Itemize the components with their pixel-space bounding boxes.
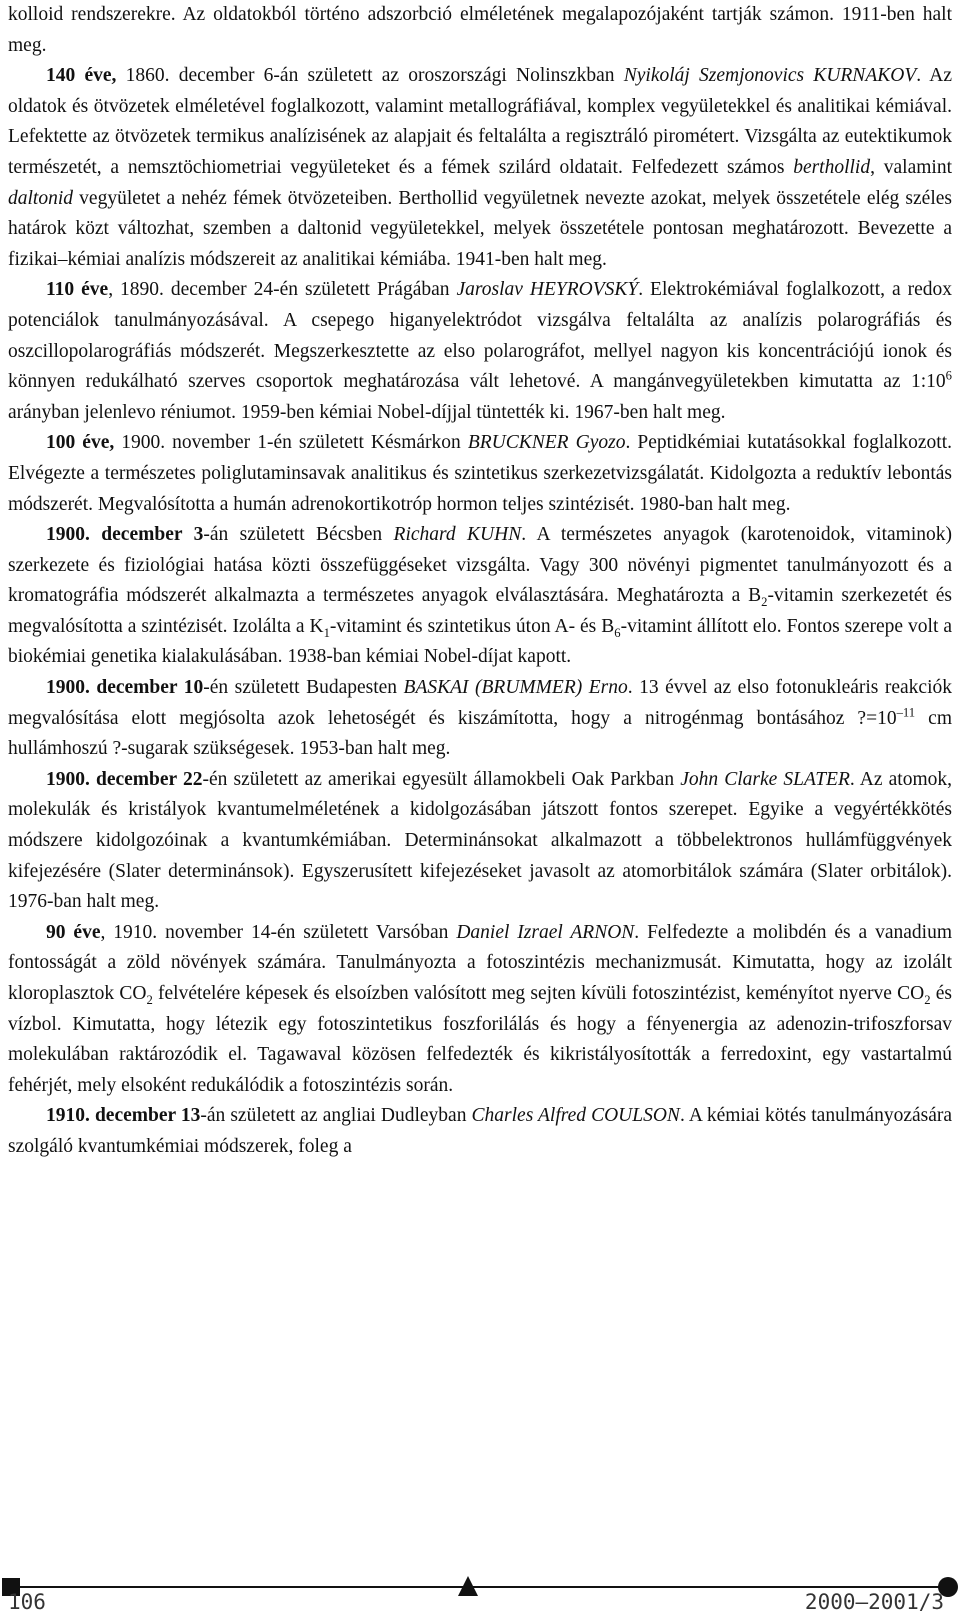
text-run: -vitamint és szintetikus úton A- és B [329, 615, 615, 637]
footer-rule [8, 1586, 950, 1588]
text-run: , 1910. november 14-én született Varsóban [100, 921, 457, 943]
text-run: . A kémiai kötés tanulmányozására szolgáló kvantumkémiai módszerek, foleg a [8, 1105, 953, 1157]
person-name: berthollid [793, 156, 871, 178]
issue-number: 2000–2001/3 [804, 1590, 944, 1614]
date-heading: 1900. december 10 [46, 677, 204, 699]
person-name: Daniel Izrael ARNON [456, 921, 635, 943]
paragraph [8, 520, 952, 673]
paragraph [8, 918, 952, 1102]
person-name: John Clarke SLATER [680, 768, 850, 790]
person-name: Richard KUHN [393, 524, 522, 546]
text-run: -vitamin szerkezetét és megvalósította a szintézisét. Izolálta a K [8, 585, 952, 637]
text-run: 2 [761, 595, 768, 610]
text-run: kolloid rendszerekre. Az oldatokból történo adszorbció elméletének megalapozójaként tartják számon. 1911-ben halt meg. [8, 4, 952, 56]
paragraph [8, 1101, 952, 1162]
text-run: . Az oldatok és ötvözetek elméletével foglalkozott, valamint metallográfiával, komplex vegyületekkel és analitikai kémiával. Lefektette az ötvözetek termikus analízisének az alapjait és feltalálta a regisztráló pirométert. Vizsgálta az eutektikumok természetét, a nemsztöchiometriai vegyületeket és a fémek szilárd oldatait. Felfedezett számos [8, 65, 952, 178]
text-run: , 1890. december 24-én született Prágában [108, 279, 457, 301]
paragraph [8, 765, 952, 918]
person-name: BASKAI (BRUMMER) Erno [403, 677, 628, 699]
text-run: 6 [945, 368, 952, 383]
date-heading: 1900. december 22 [46, 768, 203, 790]
date-heading: 100 éve, [46, 432, 115, 454]
text-run: 2 [146, 992, 153, 1007]
text-run: -én született az amerikai egyesült államokbeli Oak Parkban [202, 768, 681, 790]
text-run: arányban jelenlevo réniumot. 1959-ben kémiai Nobel-díjjal tüntették ki. 1967-ben halt meg. [8, 401, 726, 423]
page-footer [0, 1574, 960, 1616]
text-run: -án született az angliai Dudleyban [200, 1105, 472, 1127]
text-run: 1900. november 1-én született Késmárkon [114, 432, 468, 454]
person-name: daltonid [8, 187, 74, 209]
paragraph [8, 673, 952, 765]
triangle-marker-icon [458, 1576, 478, 1596]
date-heading: 110 éve [46, 279, 109, 301]
text-run: . 13 évvel az elso fotonukleáris reakciók megvalósítása elott megjósolta azok lehetoségét és kiszámította, hogy a nitrogénmag bontásához ?=10 [8, 677, 953, 729]
paragraph [8, 275, 952, 428]
text-run: felvételére képesek és elsoízben valósított meg sejten kívüli fotoszintézist, keményítot nyerve CO [152, 983, 925, 1004]
text-run: . Peptidkémiai kutatásokkal foglalkozott. Elvégezte a természetes poliglutaminsavak analitikus és szintetikus szerkezetvizsgálatát. Kidolgozta a reduktív lebontás módszerét. Megvalósította a humán adrenokortikotróp hormon teljes szintézisét. 1980-ban halt meg. [8, 432, 952, 515]
text-run: cm hullámhoszú ?-sugarak szükségesek. 1953-ban halt meg. [8, 707, 952, 760]
date-heading: 140 éve, [46, 65, 126, 87]
text-run: és vízbol. Kimutatta, hogy létezik egy fotoszintetikus foszforilálás és hogy a fényenergia az adenozin-trifoszforsav molekulában raktározódik el. Tagawaval közösen felfedezték és kikristályosították a ferredoxint, egy vastartalmú fehérjét, mely elsoként redukálódik a fotoszintézis során. [8, 983, 952, 1096]
paragraph [8, 61, 952, 275]
person-name: Nyikoláj Szemjonovics KURNAKOV [623, 65, 917, 87]
text-run: . Elektrokémiával foglalkozott, a redox potenciálok tanulmányozásával. A csepego higanyelektródot vizsgálva feltalálta az analízis polarográfiás és oszcillopolarográfiás módszerét. Megszerkesztette az elso polarográfot, mellyel nagyon kis koncentrációjú ionok és könnyen redukálható szerves csoportok meghatározása vált lehetové. A mangánvegyületekben kimutatta az 1:10 [8, 279, 952, 393]
text-run: 1860. december 6-án született az oroszországi Nolinszkban [125, 65, 624, 87]
text-run: , valamint [870, 156, 952, 178]
text-run: -én született Budapesten [203, 677, 404, 699]
text-run: . Az atomok, molekulák és kristályok kvantumelméletének a kidolgozásában játszott fontos szerepet. Egyike a vegyértékkötés módszere kidolgozóinak a kvantumkémiában. Determinánsokat alkalmazott a többelektronos hullámfüggvények kifejezésére (Slater determinánsok). Egyszerusített kifejezéseket javasolt az atomorbitálok számára (Slater orbitálok). 1976-ban halt meg. [8, 768, 952, 913]
text-run: . A természetes anyagok (karotenoidok, vitaminok) szerkezete és fiziológiai hatása közti összefüggéseket vizsgálta. Vagy 300 növényi pigmentet tanulmányozott és a kromatográfia módszerét alkalmazta a természetes anyagok elválasztására. Meghatározta a B [8, 524, 952, 607]
text-run: –11 [896, 705, 916, 720]
date-heading: 90 éve [46, 921, 101, 943]
date-heading: 1900. december 3 [46, 524, 204, 546]
text-run: . Felfedezte a molibdén és a vanadium fontosságát a zöld növények számára. Tanulmányozta a fotoszintézis mechanizmusát. Kimutatta, hogy az izolált kloroplasztok CO [8, 921, 952, 1004]
text-run: 2 [924, 992, 931, 1007]
person-name: Charles Alfred COULSON [471, 1105, 680, 1127]
text-run: vegyületet a nehéz fémek ötvözeteiben. Berthollid vegyületnek nevezte azokat, melyek összetétele elég széles határok közt változhat, szemben a daltonid vegyületekkel, melyek összetétele pontosan meghatározott. Bevezette a fizikai–kémiai analízis módszereit az analitikai kémiába. 1941-ben halt meg. [8, 187, 952, 270]
article-body [8, 0, 952, 1163]
text-run: 6 [614, 625, 621, 640]
date-heading: 1910. december 13 [46, 1105, 201, 1127]
text-run: 1 [323, 625, 330, 640]
text-run: -vitamint állított elo. Fontos szerepe volt a biokémiai genetika kialakulásában. 1938-ban kémiai Nobel-díjat kapott. [8, 615, 952, 668]
page-number: 106 [8, 1590, 46, 1614]
paragraph [8, 428, 952, 520]
person-name: Jaroslav HEYROVSKÝ [456, 279, 639, 301]
text-run: -án született Bécsben [203, 524, 394, 546]
person-name: BRUCKNER Gyozo [467, 432, 626, 454]
paragraph [8, 0, 952, 61]
